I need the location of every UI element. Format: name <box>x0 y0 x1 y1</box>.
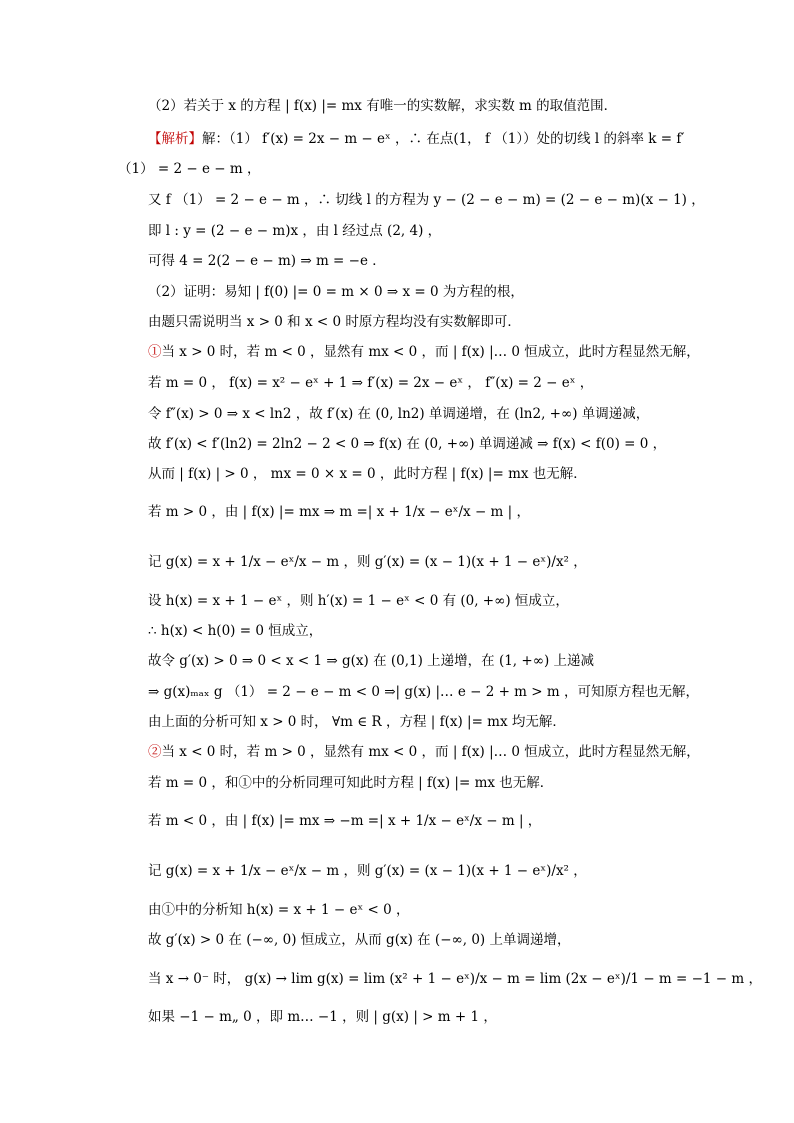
solution-line: 即 l : y = (2 − e − m)x ，由 l 经过点 (2, 4) ， <box>148 223 442 239</box>
solution-line: 故 g′(x) > 0 在 (−∞, 0) 恒成立，从而 g(x) 在 (−∞, 0) 上单调递增， <box>148 932 571 948</box>
solution-line: 故令 g′(x) > 0 ⇒ 0 < x < 1 ⇒ g(x) 在 (0,1) 上递增，在 (1, +∞) 上递减 <box>148 653 595 669</box>
analysis-tag: 【解析】 <box>148 131 202 147</box>
solution-line: 如果 −1 − m„ 0 ，即 m… −1 ，则 | g(x) | > m + 1 ， <box>148 1009 497 1025</box>
solution-line: 又 f （1） = 2 − e − m ，∴ 切线 l 的方程为 y − (2 − e − m) = (2 − e − m)(x − 1) ， <box>148 192 705 208</box>
case-two-line <box>148 742 700 762</box>
solution-line: 记 g(x) = x + 1/x − eˣ/x − m ，则 g′(x) = (x − 1)(x + 1 − eˣ)/x² ， <box>148 863 587 879</box>
solution-line: 若 m < 0 ，由 | f(x) |= mx ⇒ −m =| x + 1/x − eˣ/x − m | ， <box>148 813 542 829</box>
solution-line: 令 f″(x) > 0 ⇒ x < ln2 ，故 f′(x) 在 (0, ln2) 单调递增，在 (ln2, +∞) 单调递减， <box>148 406 650 422</box>
solution-line: 若 m = 0 ，和①中的分析同理可知此时方程 | f(x) |= mx 也无解． <box>148 775 554 791</box>
solution-line: （1） = 2 − e − m ， <box>118 161 261 177</box>
case-one-line <box>148 342 700 362</box>
case-one-marker: ① <box>148 344 162 360</box>
solution-text: 当 x < 0 时，若 m > 0 ，显然有 mx < 0 ，而 | f(x) |… 0 恒成立，此时方程显然无解， <box>161 744 700 760</box>
solution-line: ⇒ g(x)ₘₐₓ g （1） = 2 − e − m < 0 ⇒| g(x) |… e − 2 + m > m ，可知原方程也无解， <box>148 684 699 700</box>
solution-part2-line: （2）证明：易知 | f(0) |= 0 = m × 0 ⇒ x = 0 为方程的根， <box>148 284 524 300</box>
solution-line: 设 h(x) = x + 1 − eˣ ，则 h′(x) = 1 − eˣ < 0 有 (0, +∞) 恒成立， <box>148 593 569 609</box>
limit-line: 当 x → 0⁻ 时， g(x) → lim g(x) = lim (x² + 1 − eˣ)/x − m = lim (2x − eˣ)/1 − m = −1 − m ， <box>148 971 762 987</box>
solution-part1-line <box>148 129 684 149</box>
solution-line: 由上面的分析可知 x > 0 时， ∀m ∈ R ，方程 | f(x) |= mx 均无解． <box>148 714 566 730</box>
solution-text: 当 x > 0 时，若 m < 0 ，显然有 mx < 0 ，而 | f(x) |… 0 恒成立，此时方程显然无解， <box>161 344 700 360</box>
problem-statement: （2）若关于 x 的方程 | f(x) |= mx 有唯一的实数解，求实数 m 的取值范围． <box>148 98 618 114</box>
solution-line: 若 m = 0 ， f(x) = x² − eˣ + 1 ⇒ f′(x) = 2x − eˣ ， f″(x) = 2 − eˣ ， <box>148 375 594 391</box>
solution-line: 可得 4 = 2(2 − e − m) ⇒ m = −e ． <box>148 253 386 269</box>
solution-line: 故 f′(x) < f′(ln2) = 2ln2 − 2 < 0 ⇒ f(x) 在 (0, +∞) 单调递减 ⇒ f(x) < f(0) = 0 ， <box>148 436 667 452</box>
solution-line: 从而 | f(x) | > 0 ， mx = 0 × x = 0 ，此时方程 | f(x) |= mx 也无解． <box>148 466 587 482</box>
solution-line: 若 m > 0 ，由 | f(x) |= mx ⇒ m =| x + 1/x − eˣ/x − m | ， <box>148 504 530 520</box>
solution-line: ∴ h(x) < h(0) = 0 恒成立， <box>148 623 323 639</box>
solution-line: 记 g(x) = x + 1/x − eˣ/x − m ，则 g′(x) = (x − 1)(x + 1 − eˣ)/x² ， <box>148 554 587 570</box>
solution-line: 由题只需说明当 x > 0 和 x < 0 时原方程均没有实数解即可． <box>148 314 521 330</box>
solution-text: 解：（1） f′(x) = 2x − m − eˣ ，∴ 在点(1， f （1））处的切线 l 的斜率 k = f′ <box>202 131 685 147</box>
solution-line: 由①中的分析知 h(x) = x + 1 − eˣ < 0 ， <box>148 902 410 918</box>
case-two-marker: ② <box>148 744 162 760</box>
